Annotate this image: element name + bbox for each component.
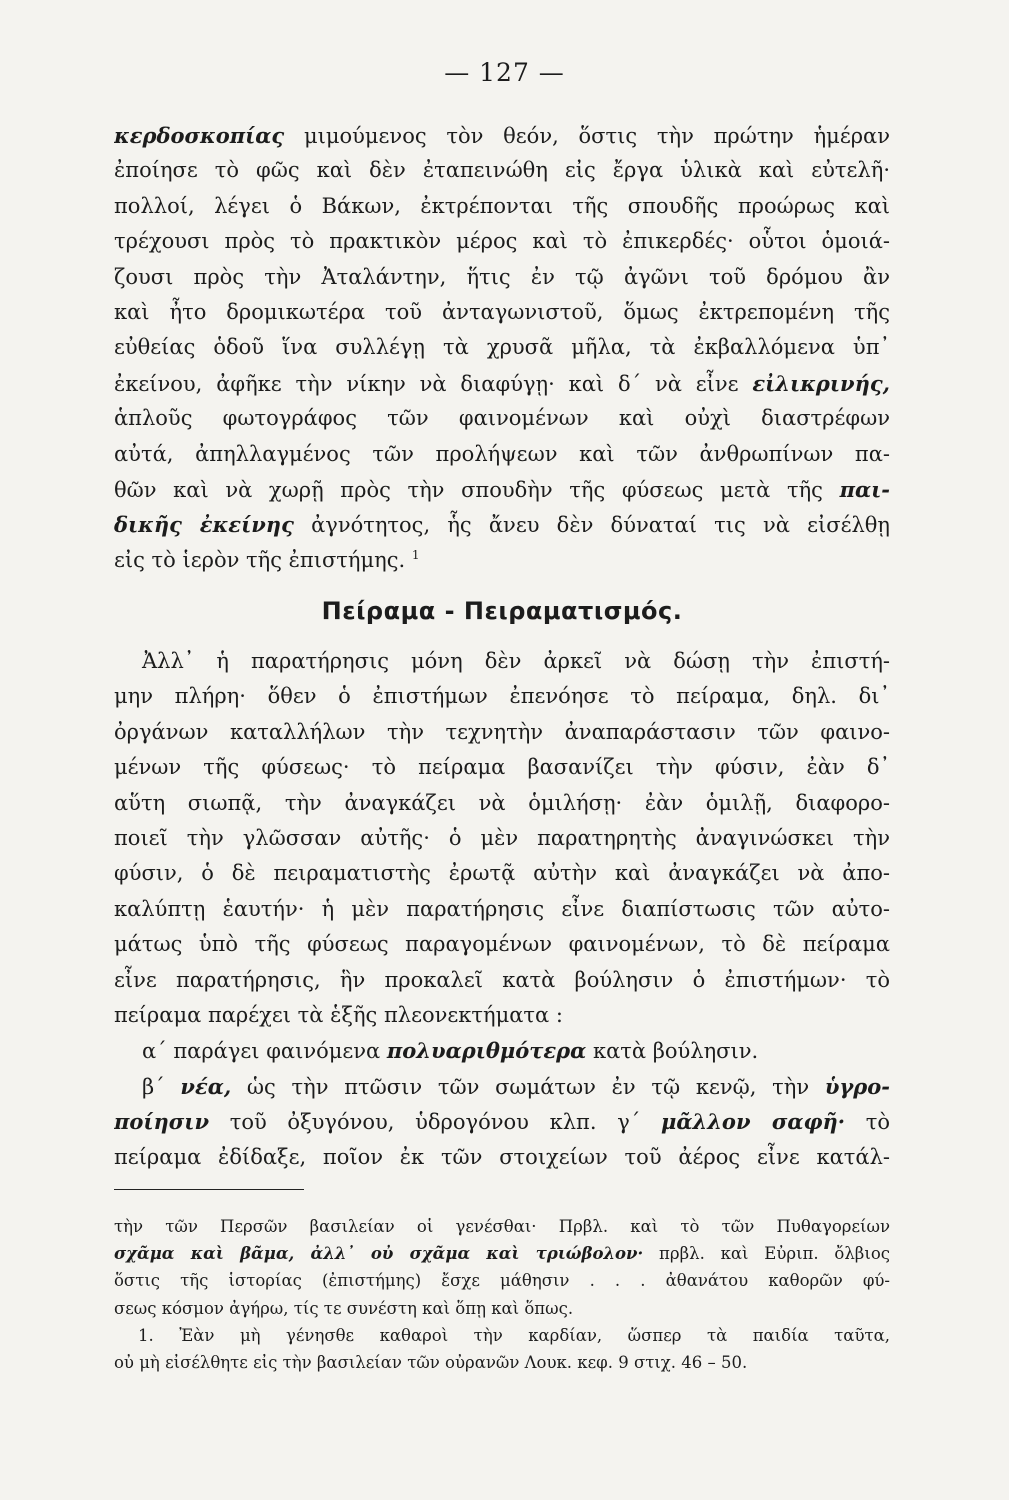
footnote-divider (114, 1189, 304, 1190)
emphasis: κερδοσκοπίας (114, 123, 285, 148)
text-line: τρέχουσι πρὸς τὸ πρακτικὸν μέρος καὶ τὸ ἐπικερδές· οὗτοι ὁμοιά- (114, 229, 890, 254)
text-line: εἰς τὸ ἱερὸν τῆς ἐπιστήμης. $^1$ (114, 547, 420, 572)
text-line: ποίησιν τοῦ ὀξυγόνου, ὑδρογόνου κλπ. γ΄ μᾶλλον σαφῆ· τὸ (114, 1109, 890, 1135)
text-line: αὕτη σιωπᾷ, τὴν ἀναγκάζει νὰ ὁμιλήσῃ· ἐὰν ὁμιλῇ, διαφορο- (114, 790, 890, 815)
footnote-line: ὅστις τῆς ἱστορίας (ἐπιστήμης) ἔσχε μάθησιν . . . ἀθανάτου καθορῶν φύ- (114, 1271, 890, 1291)
text-line: εἶνε παρατήρησις, ἣν προκαλεῖ κατὰ βούλησιν ὁ ἐπιστήμων· τὸ (114, 967, 890, 992)
footnotes (114, 1213, 890, 1376)
list-item: β΄ νέα, ὡς τὴν πτῶσιν τῶν σωμάτων ἐν τῷ κενῷ, τὴν ὑγρο- (142, 1073, 890, 1099)
text-line: θῶν καὶ νὰ χωρῇ πρὸς τὴν σπουδὴν τῆς φύσεως μετὰ τῆς παι- (114, 476, 890, 502)
text-line: αὐτά, ἀπηλλαγμένος τῶν προλήψεων καὶ τῶν ἀνθρωπίνων πα- (114, 441, 890, 466)
text-line: πείραμα παρέχει τὰ ἑξῆς πλεονεκτήματα : (114, 1002, 563, 1027)
text-line: μην πλήρη· ὅθεν ὁ ἐπιστήμων ἐπενόησε τὸ πείραμα, δηλ. δι᾽ (114, 684, 890, 709)
section-heading: Πείραμα - Πειραματισμός. (321, 597, 683, 626)
emphasis: παι- (839, 476, 890, 502)
emphasis: ποίησιν (114, 1109, 210, 1135)
text-line: καὶ ἦτο δρομικωτέρα τοῦ ἀνταγωνιστοῦ, ὅμως ἐκτρεπομένη τῆς (114, 299, 890, 324)
text-line: φύσιν, ὁ δὲ πειραματιστὴς ἐρωτᾷ αὐτὴν καὶ ἀναγκάζει νὰ ἀπο- (114, 861, 890, 886)
text-line: κερδοσκοπίας μιμούμενος τὸν θεόν, ὅστις τὴν πρώτην ἡμέραν (114, 123, 890, 148)
emphasis: εἰλικρινής, (752, 370, 890, 396)
footnote-marker: 1 (411, 547, 420, 562)
footnote-line: σχᾶμα καὶ βᾶμα, ἀλλ᾽ οὐ σχᾶμα καὶ τριώβολον· πρβλ. καὶ Εὐριπ. ὄλβιος (114, 1244, 890, 1264)
emphasis: ὑγρο- (824, 1073, 890, 1099)
text-line: μάτως ὑπὸ τῆς φύσεως παραγομένων φαινομένων, τὸ δὲ πείραμα (114, 932, 890, 957)
footnote-line: τὴν τῶν Περσῶν βασιλείαν οἱ γενέσθαι· Πρβλ. καὶ τὸ τῶν Πυθαγορείων (114, 1217, 890, 1236)
text-line: μένων τῆς φύσεως· τὸ πείραμα βασανίζει τὴν φύσιν, ἐὰν δ᾽ (114, 755, 890, 780)
footnote-line: οὐ μὴ εἰσέλθητε εἰς τὴν βασιλείαν τῶν οὐρανῶν Λουκ. κεφ. 9 στιχ. 46 – 50. (114, 1352, 748, 1372)
emphasis: δικῆς ἐκείνης (114, 512, 294, 538)
text-line: καλύπτῃ ἑαυτήν· ἡ μὲν παρατήρησις εἶνε διαπίστωσις τῶν αὐτο- (114, 896, 890, 921)
emphasis: σχᾶμα καὶ βᾶμα, ἀλλ᾽ οὐ σχᾶμα καὶ τριώβολον· (114, 1244, 644, 1264)
text-line: ὀργάνων καταλλήλων τὴν τεχνητὴν ἀναπαράστασιν τῶν φαινο- (114, 719, 890, 744)
text-line: εὐθείας ὁδοῦ ἵνα συλλέγῃ τὰ χρυσᾶ μῆλα, τὰ ἐκβαλλόμενα ὑπ᾽ (114, 335, 890, 360)
text-line: ζουσι πρὸς τὴν Ἀταλάντην, ἥτις ἐν τῷ ἀγῶνι τοῦ δρόμου ἂν (114, 264, 890, 289)
text-line: ποιεῖ τὴν γλῶσσαν αὐτῆς· ὁ μὲν παρατηρητὴς ἀναγινώσκει τὴν (114, 826, 890, 851)
text-line: ἐποίησε τὸ φῶς καὶ δὲν ἐταπεινώθη εἰς ἔργα ὑλικὰ καὶ εὐτελῆ· (114, 158, 890, 183)
text-line: πείραμα ἐδίδαξε, ποῖον ἐκ τῶν στοιχείων τοῦ ἀέρος εἶνε κατάλ- (114, 1144, 890, 1169)
footnote-line: 1. Ἐὰν μὴ γένησθε καθαροὶ τὴν καρδίαν, ὥσπερ τὰ παιδία ταῦτα, (138, 1325, 890, 1345)
list-item: α΄ παράγει φαινόμενα πολυαριθμότερα κατὰ βούλησιν. (142, 1038, 759, 1064)
main-text (114, 118, 890, 1175)
text-line: ἁπλοῦς φωτογράφος τῶν φαινομένων καὶ οὐχὶ διαστρέφων (114, 406, 890, 431)
text-line: ἐκείνου, ἀφῆκε τὴν νίκην νὰ διαφύγῃ· καὶ δ΄ νὰ εἶνε εἰλικρινής, (114, 370, 890, 396)
emphasis: νέα, (180, 1073, 232, 1099)
text-line: πολλοί, λέγει ὁ Βάκων, ἐκτρέπονται τῆς σπουδῆς προώρως καὶ (114, 193, 890, 218)
text-line: δικῆς ἐκείνης ἀγνότητος, ἧς ἄνευ δὲν δύναταί τις νὰ εἰσέλθῃ (114, 512, 890, 538)
page-number: — 127 — (444, 58, 565, 87)
emphasis: πολυαριθμότερα (386, 1038, 587, 1064)
footnote-line: σεως κόσμον ἀγήρω, τίς τε συνέστη καὶ ὅπῃ καὶ ὅπως. (114, 1298, 574, 1318)
emphasis: μᾶλλον σαφῆ· (660, 1109, 846, 1135)
text-line: Ἀλλ᾽ ἡ παρατήρησις μόνη δὲν ἀρκεῖ νὰ δώσῃ τὴν ἐπιστή- (142, 649, 890, 674)
